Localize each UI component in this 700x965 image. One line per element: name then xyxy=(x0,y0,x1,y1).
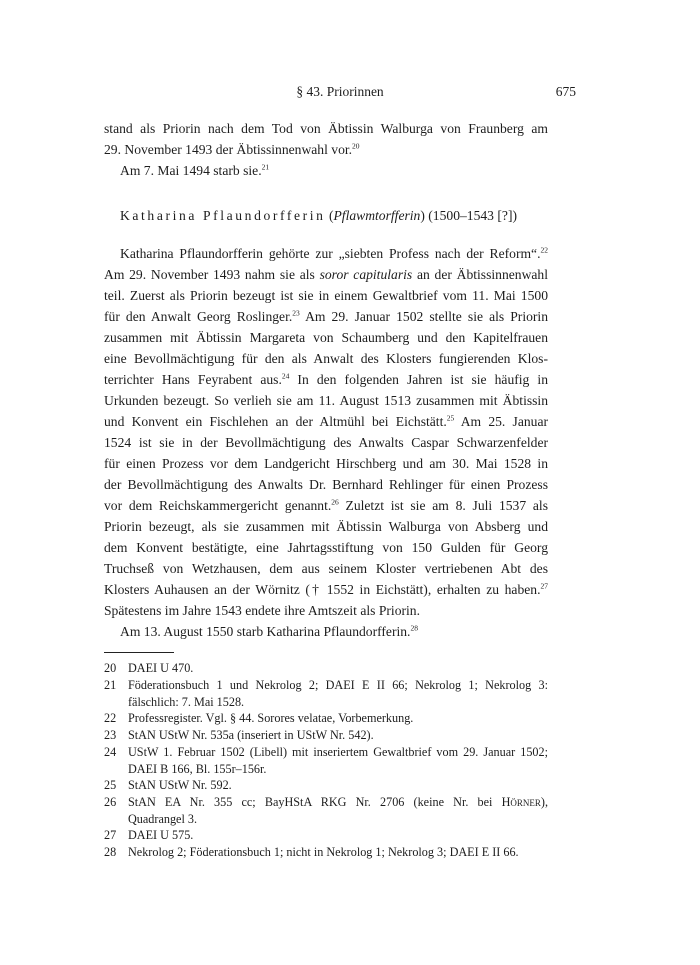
footnote xyxy=(104,677,548,710)
footnote-text: fälschlich: 7. Mai 1528. xyxy=(128,694,245,709)
text-line: für einen Prozess vor dem Landgericht Hirschberg und am 30. Mai 1528 in xyxy=(104,456,548,471)
text-line: 29. November 1493 der Äbtissinnenwahl vor.$^{20}$ xyxy=(104,141,360,157)
text-line: Am 7. Mai 1494 starb sie.$^{21}$ xyxy=(120,162,270,178)
text-line: Am 13. August 1550 starb Katharina Pflaundorfferin.$^{28}$ xyxy=(120,623,418,639)
footnote-number: 21 xyxy=(104,678,117,692)
footnote-ref: 24 xyxy=(281,371,290,381)
text-line: Urkunden bezeugt. So verlieh sie am 11. August 1513 zusammen mit Äbtissin xyxy=(104,393,548,408)
footnote-text: DAEI B 166, Bl. 155r–156r. xyxy=(128,761,267,776)
text-line: dem Konvent bestätigte, eine Jahrtagsstiftung von 150 Gulden für Georg xyxy=(104,540,548,555)
text-line: Klosters Auhausen an der Wörnitz († 1552 in Eichstätt), erhalten zu haben.$^{27}$ xyxy=(104,581,548,597)
footnote-number: 28 xyxy=(104,845,117,859)
footnote-number: 22 xyxy=(104,711,117,725)
footnote-rule xyxy=(104,652,174,653)
footnote-text: StAN UStW Nr. 535a (inseriert in UStW Nr. 542). xyxy=(128,728,374,742)
text-line: terrichter Hans Feyrabent aus.$^{24}$ In den folgenden Jahren ist sie häufig in xyxy=(104,371,548,387)
text-line: Am 29. November 1493 nahm sie als soror capitularis an der Äbtissinnenwahl xyxy=(104,267,548,282)
heading-alt-name: Pflawmtorfferin xyxy=(333,208,421,223)
text-line: Spätestens im Jahre 1543 endete ihre Amtszeit als Priorin. xyxy=(104,603,420,618)
footnote xyxy=(104,794,548,827)
text-line: stand als Priorin nach dem Tod von Äbtissin Walburga von Fraunberg am xyxy=(104,121,548,136)
footnote-text: DAEI U 575. xyxy=(128,828,194,842)
footnote-ref: 27 xyxy=(540,581,548,591)
text-line: vor dem Reichskammergericht genannt.$^{26}$ Zuletzt ist sie am 8. Juli 1537 als xyxy=(104,497,548,513)
footnote-text: StAN UStW Nr. 592. xyxy=(128,778,232,792)
text-line: der Bevollmächtigung des Anwalts Dr. Bernhard Rehlinger für einen Prozess xyxy=(104,477,548,492)
footnote-ref: 23 xyxy=(292,308,300,318)
footnote-number: 26 xyxy=(104,795,117,809)
text-line: 1524 ist sie in der Bevollmächtigung des Anwalts Caspar Schwarzenfelder xyxy=(104,435,548,450)
footnote-number: 25 xyxy=(104,778,117,792)
footnote-ref: 22 xyxy=(540,245,548,255)
footnote-text: Nekrolog 2; Föderationsbuch 1; nicht in Nekrolog 1; Nekrolog 3; DAEI E II 66. xyxy=(128,845,519,859)
text-line: eine Bevollmächtigung für den als Anwalt des Klosters fungierenden Klos- xyxy=(104,351,548,366)
page-number: 675 xyxy=(555,84,576,99)
text-line: teil. Zuerst als Priorin bezeugt ist sie in einem Gewaltbrief vom 11. Mai 1500 xyxy=(104,288,548,303)
footnote-number: 27 xyxy=(104,828,117,842)
footnote-ref: 26 xyxy=(331,497,339,507)
footnote-ref: 25 xyxy=(446,413,455,423)
footnote-text: Quadrangel 3. xyxy=(128,811,198,826)
footnote-ref: 20 xyxy=(352,141,360,151)
text-line: und Konvent ein Fischlehen an der Altmühl bei Eichstätt.$^{25}$ Am 25. Januar xyxy=(104,413,549,429)
footnote-ref: 28 xyxy=(410,623,418,633)
running-head xyxy=(104,84,576,104)
footnote-number: 23 xyxy=(104,728,117,742)
section-title: § 43. Priorinnen xyxy=(296,84,384,99)
text-line: zusammen mit Äbtissin Margareta von Schaumberg und den Kapitelfrauen xyxy=(104,330,548,345)
footnote-text: DAEI U 470. xyxy=(128,661,194,675)
text-line: Truchseß von Wetzhausen, dem aus seinem Kloster vertriebenen Abt des xyxy=(104,561,548,576)
footnote-text: Professregister. Vgl. § 44. Sorores velatae, Vorbemerkung. xyxy=(128,711,414,725)
entry-heading: Katharina Pflaundorfferin (Pflawmtorfferin) (1500–1543 [?]) xyxy=(120,208,517,223)
footnote-text: Föderationsbuch 1 und Nekrolog 2; DAEI E II 66; Nekrolog 1; Nekrolog 3: xyxy=(128,678,548,692)
text-line: Katharina Pflaundorfferin gehörte zur „siebten Profess nach der Reform“.$^{22}$ xyxy=(120,245,548,261)
footnote-text: StAN EA Nr. 355 cc; BayHStA RKG Nr. 2706 (keine Nr. bei Hörner), xyxy=(128,795,548,809)
footnote-number: 20 xyxy=(104,661,117,675)
heading-dates: (1500–1543 [?]) xyxy=(428,208,517,223)
footnote xyxy=(104,744,548,777)
footnote-number: 24 xyxy=(104,745,117,759)
footnote-ref: 21 xyxy=(261,162,270,172)
text-line: Priorin bezeugt, als sie zusammen mit Äbtissin Walburga von Absberg und xyxy=(104,519,548,534)
footnote-text: UStW 1. Februar 1502 (Libell) mit inseriertem Gewaltbrief vom 29. Januar 1502; xyxy=(128,745,548,759)
text-line: für den Anwalt Georg Roslinger.$^{23}$ Am 29. Januar 1502 stellte sie als Priorin xyxy=(104,308,548,324)
heading-name: Katharina Pflaundorfferin xyxy=(120,208,326,223)
